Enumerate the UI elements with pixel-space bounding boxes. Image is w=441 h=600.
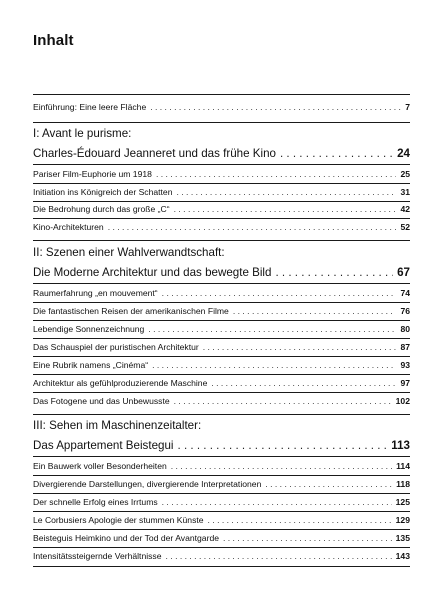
divider bbox=[33, 240, 410, 241]
toc-entry-title: Pariser Film-Euphorie um 1918 bbox=[33, 169, 152, 179]
leader-dots bbox=[156, 169, 397, 180]
toc-page-number: 129 bbox=[395, 515, 410, 525]
page-title: Inhalt bbox=[33, 32, 74, 49]
toc-entry[interactable] bbox=[33, 515, 410, 526]
toc-entry-title: Die Bedrohung durch das große „C“ bbox=[33, 204, 170, 214]
leader-dots bbox=[211, 378, 396, 389]
toc-page-number: 31 bbox=[400, 187, 410, 197]
toc-entry-title: Beisteguis Heimkino und der Tod der Avantgarde bbox=[33, 533, 219, 543]
toc-entry-title: Divergierende Darstellungen, divergierende Interpretationen bbox=[33, 479, 262, 489]
toc-page-number: 7 bbox=[405, 102, 410, 112]
toc-page-number: 74 bbox=[400, 288, 410, 298]
toc-page-number: 97 bbox=[400, 378, 410, 388]
toc-chapter-entry[interactable] bbox=[33, 439, 410, 453]
leader-dots bbox=[178, 439, 388, 453]
toc-entry[interactable] bbox=[33, 479, 410, 490]
toc-chapter-entry[interactable] bbox=[33, 147, 410, 161]
leader-dots bbox=[203, 342, 397, 353]
toc-page-number: 87 bbox=[400, 342, 410, 352]
toc-entry-title: Einführung: Eine leere Fläche bbox=[33, 102, 147, 112]
divider bbox=[33, 122, 410, 123]
toc-page-number: 42 bbox=[400, 204, 410, 214]
toc-entry-title: Intensitätssteigernde Verhältnisse bbox=[33, 551, 162, 561]
toc-entry-title: Ein Bauwerk voller Besonderheiten bbox=[33, 461, 167, 471]
divider bbox=[33, 392, 410, 393]
toc-page-number: 143 bbox=[395, 551, 410, 561]
toc-entry-title: Le Corbusiers Apologie der stummen Künste bbox=[33, 515, 204, 525]
divider bbox=[33, 94, 410, 95]
leader-dots bbox=[152, 360, 396, 371]
toc-entry-intro[interactable] bbox=[33, 102, 410, 113]
divider bbox=[33, 302, 410, 303]
toc-entry-title: Lebendige Sonnenzeichnung bbox=[33, 324, 145, 334]
toc-entry-title: Das Fotogene und das Unbewusste bbox=[33, 396, 170, 406]
divider bbox=[33, 374, 410, 375]
divider bbox=[33, 456, 410, 457]
leader-dots bbox=[265, 479, 392, 490]
toc-entry-title: Initiation ins Königreich der Schatten bbox=[33, 187, 173, 197]
toc-page-number: 135 bbox=[395, 533, 410, 543]
leader-dots bbox=[233, 306, 397, 317]
divider bbox=[33, 356, 410, 357]
toc-entry[interactable] bbox=[33, 306, 410, 317]
toc-entry[interactable] bbox=[33, 187, 410, 198]
divider bbox=[33, 414, 410, 415]
divider bbox=[33, 183, 410, 184]
toc-entry[interactable] bbox=[33, 288, 410, 299]
toc-entry-title: Die fantastischen Reisen der amerikanischen Filme bbox=[33, 306, 229, 316]
toc-entry[interactable] bbox=[33, 497, 410, 508]
toc-entry-title: Kino-Architekturen bbox=[33, 222, 104, 232]
toc-page-number: 24 bbox=[397, 147, 410, 160]
leader-dots bbox=[150, 102, 401, 113]
toc-chapter-title: Die Moderne Architektur und das bewegte Bild bbox=[33, 266, 272, 279]
divider bbox=[33, 283, 410, 284]
toc-chapter-title: Das Appartement Beistegui bbox=[33, 439, 174, 452]
toc-entry-title: Architektur als gefühlproduzierende Maschine bbox=[33, 378, 208, 388]
toc-entry[interactable] bbox=[33, 533, 410, 544]
toc-page-number: 80 bbox=[400, 324, 410, 334]
section-heading: III: Sehen im Maschinenzeitalter: bbox=[33, 419, 202, 432]
divider bbox=[33, 511, 410, 512]
toc-page-number: 76 bbox=[400, 306, 410, 316]
toc-entry-title: Der schnelle Erfolg eines Irrtums bbox=[33, 497, 158, 507]
toc-entry[interactable] bbox=[33, 342, 410, 353]
toc-chapter-entry[interactable] bbox=[33, 266, 410, 280]
leader-dots bbox=[177, 187, 397, 198]
toc-entry[interactable] bbox=[33, 378, 410, 389]
divider bbox=[33, 320, 410, 321]
leader-dots bbox=[171, 461, 392, 472]
toc-entry[interactable] bbox=[33, 204, 410, 215]
toc-page-number: 67 bbox=[397, 266, 410, 279]
toc-page-number: 25 bbox=[400, 169, 410, 179]
leader-dots bbox=[162, 288, 397, 299]
leader-dots bbox=[280, 147, 393, 161]
toc-entry-title: Das Schauspiel der puristischen Architektur bbox=[33, 342, 199, 352]
toc-page-number: 118 bbox=[396, 479, 410, 489]
toc-page-number: 114 bbox=[396, 461, 410, 471]
toc-entry[interactable] bbox=[33, 222, 410, 233]
toc-entry-title: Raumerfahrung „en mouvement“ bbox=[33, 288, 158, 298]
leader-dots bbox=[162, 497, 392, 508]
section-heading: I: Avant le purisme: bbox=[33, 127, 132, 140]
divider bbox=[33, 218, 410, 219]
toc-chapter-title: Charles-Édouard Jeanneret und das frühe Kino bbox=[33, 147, 276, 160]
divider bbox=[33, 529, 410, 530]
toc-page-number: 52 bbox=[400, 222, 410, 232]
divider bbox=[33, 338, 410, 339]
divider bbox=[33, 475, 410, 476]
leader-dots bbox=[174, 396, 392, 407]
divider bbox=[33, 493, 410, 494]
leader-dots bbox=[148, 324, 396, 335]
toc-entry[interactable] bbox=[33, 551, 410, 562]
divider bbox=[33, 566, 410, 567]
leader-dots bbox=[208, 515, 392, 526]
section-heading: II: Szenen einer Wahlverwandtschaft: bbox=[33, 246, 225, 259]
leader-dots bbox=[174, 204, 397, 215]
toc-entry[interactable] bbox=[33, 324, 410, 335]
toc-entry-title: Eine Rubrik namens „Cinéma“ bbox=[33, 360, 149, 370]
divider bbox=[33, 201, 410, 202]
divider bbox=[33, 164, 410, 165]
toc-page-number: 93 bbox=[400, 360, 410, 370]
toc-page-number: 102 bbox=[395, 396, 410, 406]
toc-entry[interactable] bbox=[33, 461, 410, 472]
leader-dots bbox=[275, 266, 393, 280]
toc-entry[interactable] bbox=[33, 396, 410, 407]
leader-dots bbox=[223, 533, 392, 544]
toc-page-number: 125 bbox=[395, 497, 410, 507]
toc-entry[interactable] bbox=[33, 360, 410, 371]
toc-entry[interactable] bbox=[33, 169, 410, 180]
leader-dots bbox=[166, 551, 392, 562]
divider bbox=[33, 547, 410, 548]
toc-page-number: 113 bbox=[391, 439, 410, 452]
leader-dots bbox=[108, 222, 397, 233]
